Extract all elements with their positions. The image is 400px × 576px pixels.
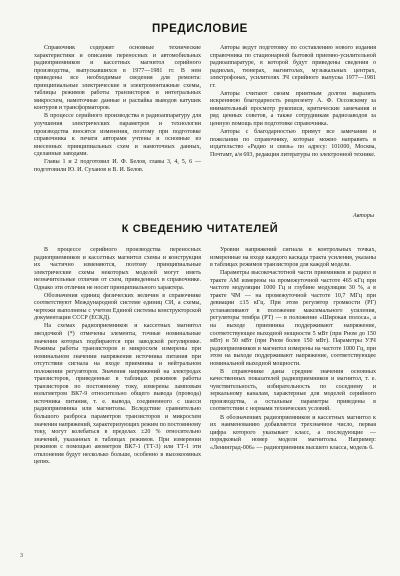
preface-paragraph: Главы 1 и 2 подготовил И. Ф. Белов, главы 3, 4, 5, 6 — подготовили Ю. И. Суханов и В. И. Белов. bbox=[34, 159, 201, 173]
intro-title: К СВЕДЕНИЮ ЧИТАТЕЛЕЙ bbox=[121, 223, 279, 235]
intro-paragraph: В справочнике даны средние значения основных качественных показателей радиоприемников и магнитол, т. е. чувствительность, избирательность по соседнему и зеркальному каналам, характерные для моделей серийного производства, а остальные параметры приведены в соответствии с нормами технических условий. bbox=[210, 368, 376, 413]
preface-title: ПРЕДИСЛОВИЕ bbox=[152, 23, 248, 35]
preface-signature: Авторы bbox=[353, 213, 374, 219]
preface-paragraph: Справочник содержит основные технические характеристики и описания переносных и автомобильных радиоприемников и кассетных магнитол серийного производства, выпускавшихся в 1977—1981 гг. В нем приведены все необходимые сведения для ремонта: принципиальные электрические и электромонтажные схемы, таблицы режимов работы транзисторов и интегральных микросхем, намоточные данные и распайка выводов катушек контуров и трансформаторов. bbox=[34, 45, 201, 112]
preface-left-column bbox=[34, 45, 201, 174]
intro-paragraph: Обозначения единиц физических величин в справочнике соответствуют Международной системе единиц СИ, а схемы, чертежи выполнены с учетом Единой системы конструкторской документации СССР (ЕСКД). bbox=[34, 292, 201, 322]
preface-paragraph: Авторы с благодарностью примут все замечания и пожелания по справочнику, которые можно направить в издательство «Радио и связь» по адресу: 101000, Москва, Почтамт, а/я 693, редакция литературы по электронной технике. bbox=[210, 129, 376, 158]
intro-paragraph: Уровни напряжений сигнала в контрольных точках, измеренные на входе каждого каскада тракта усиления, указаны в таблицах режимов транзисторов для каждой модели. bbox=[210, 247, 376, 269]
intro-paragraph: В обозначениях радиоприемников и кассетных магнитол к их наименованию добавляется трехзначное число, первая цифра которого указывает класс, а последующие — порядковый номер модели магнитолы. Например: «Ленинград-006» — радиоприемник высшего класса, модель 6. bbox=[210, 414, 376, 451]
intro-paragraph: Параметры высокочастотной части приемников и радиол в тракте АМ измерены на промежуточной частоте 465 кГц при частоте модуляции 1000 Гц и глубине модуляции 30 %, а в тракте ЧМ — на промежуточной частоте 10,7 МГц при девиации ±15 кГц. При этом регулятор громкости (РГ) устанавливают в положение максимального усиления, регуляторы тембра (РТ) — в положение «Широкая полоса», а на выходе приемника поддерживают напряжение, соответствующее выходной мощности 5 мВт (при Pном до 150 мВт) и 50 мВт (при Pном более 150 мВт). Параметры УЗЧ радиоприемников и магнитол измерены на частоте 1000 Гц, при этом на выходе поддерживают напряжение, соответствующее номинальной выходной мощности. bbox=[210, 270, 376, 367]
preface-paragraph: Авторы ведут подготовку по составлению нового издания справочника по стационарной бытовой приемно-усилительной радиоаппаратуре, в которой будут приведены сведения о радиолах, тюнерах, магнитолах, музыкальных центрах, электрофонах, усилителях ЗЧ серийного выпуска 1977—1981 гг. bbox=[210, 45, 376, 89]
preface-paragraph: В процессе серийного производства в радиоаппаратуру для улучшения электрических параметров и технологии производства вносятся изменения, поэтому при подготовке справочника к печати авторами учтены и основные из внесенных принципиальных схем и намоточных данных, сделанные заводами. bbox=[34, 113, 201, 158]
intro-right-column bbox=[210, 247, 376, 452]
intro-paragraph: На схемах радиоприемников и кассетных магнитол звездочкой (*) отмечены элементы, точные номинальные значения которых подбираются при заводской регулировке. Режимы работы транзисторов и микросхем измерены при номинальном значении напряжения источника питания при отсутствии сигнала на входе приемника и нейтральном положении регуляторов. Значения напряжений на электродах транзисторов, приведенные в таблицах режимов работы транзисторов по постоянному току, измерены ламповым вольтметром ВК7-9 относительно общего вывода (провода) источника питания, т. е. вывода, соединенного с шасси радиоприемника или магнитолы. Вследствие сравнительно большого разброса параметров транзисторов и микросхем значения напряжений, характеризующих режим по постоянному току, могут колебаться в пределах ±20 % относительно значений, указанных в таблицах режимов. При измерении режимов с помощью авометров ВК7-1 (ТТ-3) или ТТ-1 эти отклонения будут несколько больше, особенно в высокоомных цепях. bbox=[34, 323, 201, 466]
intro-left-column bbox=[34, 247, 201, 467]
preface-right-column bbox=[210, 45, 376, 159]
preface-paragraph: Авторы считают своим приятным долгом выразить искреннюю благодарность рецензенту А. Ф. Оссовскому за внимательный просмотр рукописи, критические замечания и ряд ценных советов, а также сотрудникам радиозаводов за ценную помощь при подготовке справочника. bbox=[210, 90, 376, 127]
intro-paragraph: В процессе серийного производства переносных радиоприемников и кассетных магнитол схемы и конструкция их частично изменяются, поэтому принципиальные электрические схемы некоторых моделей могут иметь незначительные отличия от схем, приведенных в справочнике. Однако эти отличия не носят принципиального характера. bbox=[34, 247, 201, 291]
page-number: 3 bbox=[20, 553, 23, 559]
